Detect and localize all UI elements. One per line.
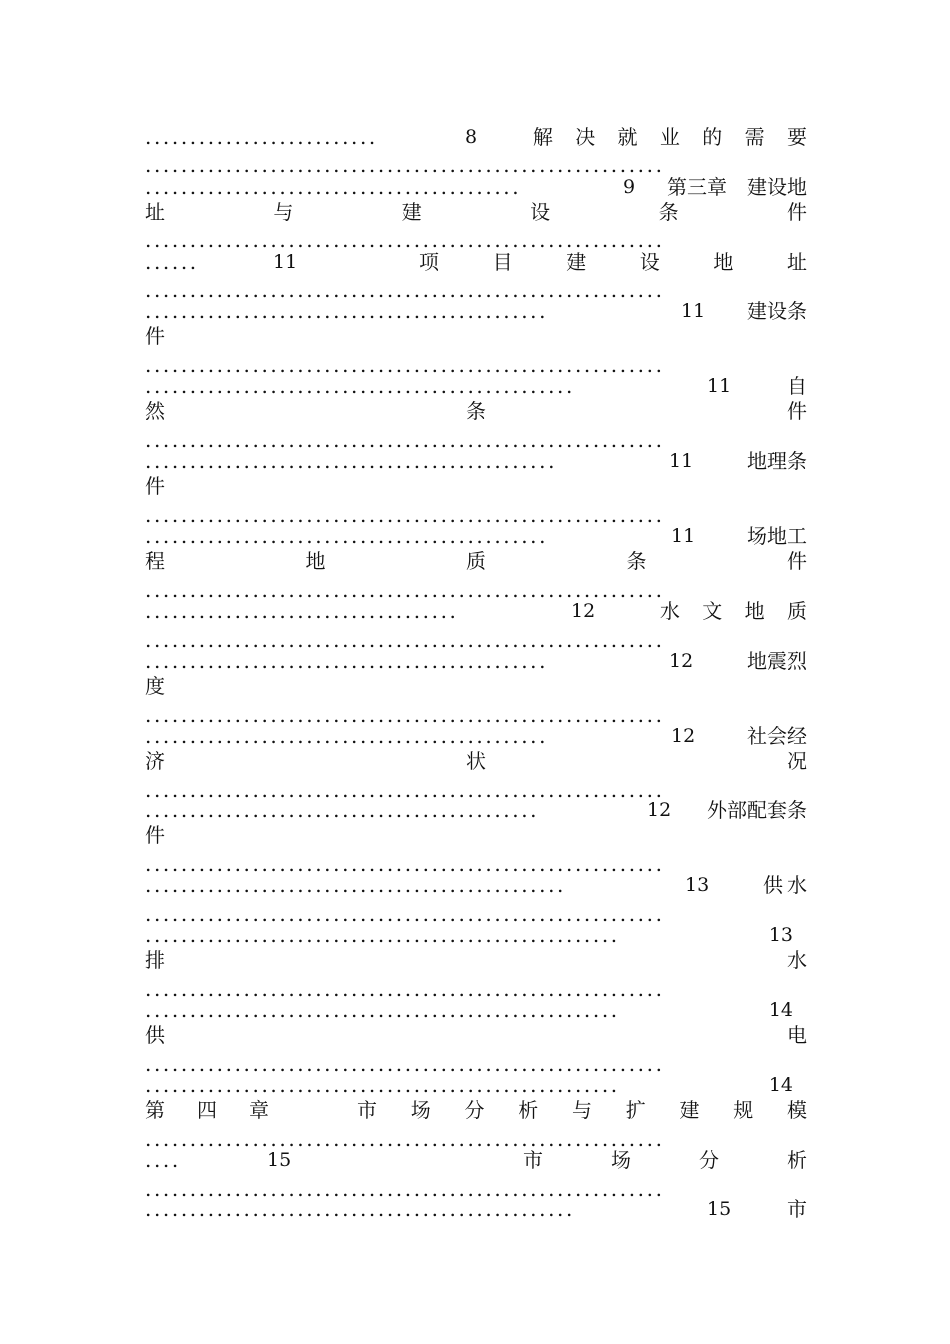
toc-line bbox=[145, 448, 807, 474]
toc-line bbox=[145, 298, 807, 324]
toc-line bbox=[145, 822, 807, 848]
dot-leader: ............................................... bbox=[145, 873, 566, 897]
toc-entry-title: 社会经 bbox=[747, 724, 807, 748]
toc-line bbox=[145, 872, 811, 898]
toc-char: 排 bbox=[145, 948, 165, 972]
toc-char: 址 bbox=[786, 250, 807, 274]
dot-leader: .......................................................... bbox=[145, 353, 665, 377]
page-number: 12 bbox=[671, 725, 696, 747]
page-number: 11 bbox=[669, 450, 694, 472]
dot-leader: .......................... bbox=[145, 125, 378, 149]
toc-char: 件 bbox=[786, 200, 807, 224]
toc-char: 件 bbox=[787, 549, 807, 573]
dot-leader: ............................................. bbox=[145, 649, 549, 673]
toc-char: 析 bbox=[518, 1098, 539, 1122]
toc-entry-title: 水 文 地 质 bbox=[659, 599, 815, 623]
toc-entry-title: 件 bbox=[145, 324, 165, 348]
page-number: 13 bbox=[768, 924, 793, 946]
toc-entry-title bbox=[523, 1147, 807, 1173]
toc-line bbox=[145, 398, 807, 424]
page-number: 14 bbox=[768, 999, 793, 1021]
dot-leader: ...... bbox=[145, 250, 199, 274]
toc-char: 第 bbox=[145, 1098, 165, 1122]
toc-entry-title: 件 bbox=[145, 823, 165, 847]
dot-leader: ............................................. bbox=[145, 299, 549, 323]
toc-line bbox=[145, 1196, 807, 1222]
toc-line bbox=[145, 323, 807, 349]
page-number: 12 bbox=[669, 650, 694, 672]
dot-leader: .......................................................... bbox=[145, 578, 665, 602]
toc-char: 模 bbox=[787, 1098, 807, 1122]
page-number: 9 bbox=[623, 176, 636, 198]
toc-entry-title bbox=[419, 249, 807, 275]
toc-line bbox=[145, 997, 807, 1023]
toc-line bbox=[145, 797, 807, 823]
page-number: 14 bbox=[768, 1074, 793, 1096]
toc-char: 项 bbox=[419, 250, 439, 274]
toc-char: 况 bbox=[787, 749, 807, 773]
toc-entry-title: 地理条 bbox=[747, 449, 807, 473]
dot-leader: .............................................. bbox=[145, 449, 558, 473]
toc-line bbox=[145, 1097, 807, 1123]
toc-char: 与 bbox=[572, 1098, 592, 1122]
toc-char: 状 bbox=[466, 749, 486, 773]
toc-entry-title: 建设条 bbox=[747, 299, 807, 323]
dot-leader: ..................................................... bbox=[145, 998, 620, 1022]
toc-char: 地 bbox=[713, 250, 734, 274]
toc-line bbox=[145, 249, 807, 275]
dot-leader: ..................................................... bbox=[145, 1073, 620, 1097]
dot-leader: .......................................................... bbox=[145, 977, 665, 1001]
dot-leader: ................................... bbox=[145, 599, 459, 623]
toc-entry-title: 场地工 bbox=[747, 524, 807, 548]
dot-leader: .......................................................... bbox=[145, 503, 665, 527]
page-number: 11 bbox=[671, 525, 696, 547]
toc-char: 建 bbox=[566, 250, 587, 274]
dot-leader: ................................................ bbox=[145, 374, 575, 398]
dot-leader: .......................................................... bbox=[145, 778, 665, 802]
dot-leader: ..................................................... bbox=[145, 923, 620, 947]
page-number: 11 bbox=[707, 375, 732, 397]
toc-entry-title: 外部配套条 bbox=[707, 798, 807, 822]
toc-char: 件 bbox=[787, 399, 807, 423]
toc-line bbox=[145, 373, 807, 399]
toc-line bbox=[145, 922, 807, 948]
toc-line bbox=[145, 199, 807, 225]
toc-char: 电 bbox=[787, 1023, 807, 1047]
dot-leader: .......................................... bbox=[145, 175, 522, 199]
dot-leader: ................................................ bbox=[145, 1197, 575, 1221]
toc-line bbox=[145, 548, 807, 574]
toc-line bbox=[145, 723, 807, 749]
toc-char: 场 bbox=[410, 1098, 431, 1122]
toc-char: 然 bbox=[145, 399, 165, 423]
toc-char: 规 bbox=[733, 1098, 754, 1122]
toc-char: 济 bbox=[145, 749, 165, 773]
toc-line bbox=[145, 1147, 807, 1173]
toc-char: 场 bbox=[611, 1148, 631, 1172]
toc-char: 四 bbox=[197, 1098, 217, 1122]
toc-line bbox=[145, 648, 807, 674]
page-number: 12 bbox=[647, 799, 672, 821]
dot-leader: .......................................................... bbox=[145, 1127, 665, 1151]
toc-char: 供 bbox=[145, 1023, 165, 1047]
toc-entry-title: 自 bbox=[787, 374, 807, 398]
toc-char: 扩 bbox=[625, 1098, 646, 1122]
toc-line bbox=[145, 174, 807, 200]
toc-char: 程 bbox=[145, 549, 165, 573]
toc-char: 建 bbox=[401, 200, 422, 224]
dot-leader: ............................................ bbox=[145, 798, 540, 822]
page-number: 11 bbox=[273, 251, 298, 273]
dot-leader: .......................................................... bbox=[145, 278, 665, 302]
dot-leader: .......................................................... bbox=[145, 852, 665, 876]
toc-line bbox=[145, 1072, 807, 1098]
toc-entry-title: 度 bbox=[145, 674, 165, 698]
dot-leader: .......................................................... bbox=[145, 1052, 665, 1076]
toc-char: 设 bbox=[530, 200, 551, 224]
toc-char: 析 bbox=[787, 1148, 807, 1172]
toc-char: 设 bbox=[639, 250, 660, 274]
page-number: 11 bbox=[681, 300, 706, 322]
toc-line bbox=[145, 523, 807, 549]
page-number: 15 bbox=[707, 1198, 732, 1220]
page-number: 13 bbox=[685, 874, 710, 896]
toc-char: 分 bbox=[699, 1148, 719, 1172]
toc-line bbox=[145, 1022, 807, 1048]
dot-leader: ............................................. bbox=[145, 724, 549, 748]
page-number: 15 bbox=[267, 1149, 292, 1171]
toc-char: 条 bbox=[626, 549, 647, 573]
dot-leader: .......................................................... bbox=[145, 902, 665, 926]
toc-entry-title: 地震烈 bbox=[747, 649, 807, 673]
dot-leader: .......................................................... bbox=[145, 153, 665, 177]
dot-leader: .......................................................... bbox=[145, 228, 665, 252]
toc-entry-title bbox=[357, 1097, 807, 1123]
toc-entry-title: 件 bbox=[145, 474, 165, 498]
toc-char: 条 bbox=[466, 399, 486, 423]
dot-leader: .......................................................... bbox=[145, 428, 665, 452]
toc-line bbox=[145, 748, 807, 774]
toc-char: 质 bbox=[466, 549, 486, 573]
toc-char: 市 bbox=[357, 1098, 377, 1122]
dot-leader: .......................................................... bbox=[145, 703, 665, 727]
toc-char: 分 bbox=[464, 1098, 485, 1122]
toc-line bbox=[145, 673, 807, 699]
toc-entry-title: 第三章 建设地 bbox=[667, 175, 807, 199]
dot-leader: ............................................. bbox=[145, 524, 549, 548]
toc-entry-title: 解 决 就 业 的 需 要 bbox=[532, 125, 815, 149]
chapter-label bbox=[145, 1097, 269, 1123]
toc-char: 章 bbox=[249, 1098, 269, 1122]
dot-leader: .......................................................... bbox=[145, 1177, 665, 1201]
page-number: 12 bbox=[571, 600, 596, 622]
toc-char: 建 bbox=[679, 1098, 700, 1122]
toc-line bbox=[145, 473, 807, 499]
toc-char: 水 bbox=[787, 948, 807, 972]
toc-line bbox=[145, 947, 807, 973]
dot-leader: .... bbox=[145, 1148, 181, 1172]
toc-char: 地 bbox=[305, 549, 326, 573]
toc-char: 条 bbox=[658, 200, 679, 224]
toc-entry-title: 市 bbox=[787, 1197, 807, 1221]
toc-entry-title: 供水 bbox=[763, 873, 811, 897]
toc-line bbox=[145, 124, 815, 150]
toc-line bbox=[145, 598, 815, 624]
dot-leader: .......................................................... bbox=[145, 628, 665, 652]
toc-char: 址 bbox=[145, 200, 165, 224]
toc-char: 目 bbox=[492, 250, 513, 274]
toc-char: 市 bbox=[523, 1148, 543, 1172]
toc-char: 与 bbox=[273, 200, 294, 224]
page-number: 8 bbox=[465, 126, 478, 148]
